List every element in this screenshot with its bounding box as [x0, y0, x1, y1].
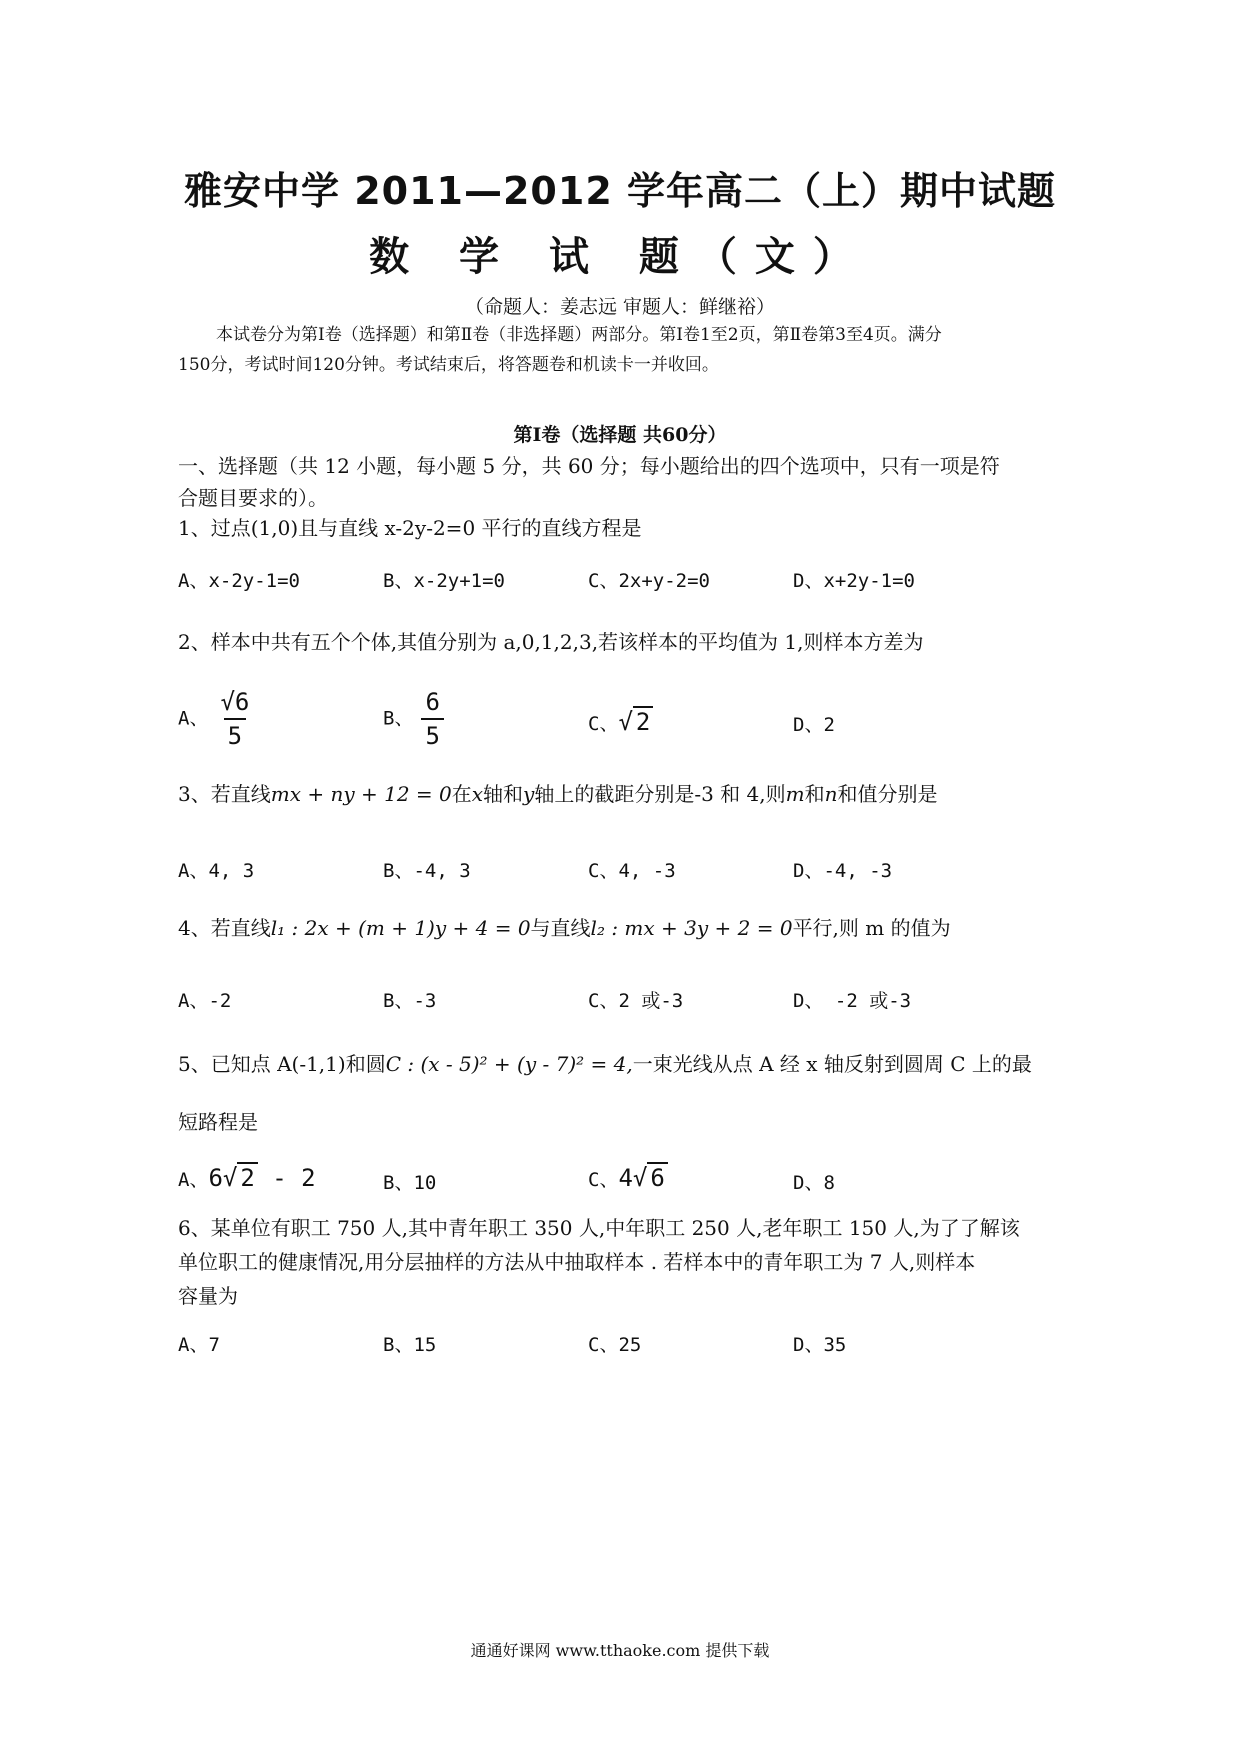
fraction [421, 690, 443, 748]
question-4-option-a: A、-2 [178, 990, 232, 1012]
variable: y [523, 782, 535, 806]
question-5-option-b: B、10 [383, 1172, 437, 1194]
expression-tail: - 2 [257, 1164, 316, 1192]
question-1-option-c: C、2x+y-2=0 [588, 570, 710, 592]
question-3-option-c: C、4, -3 [588, 860, 676, 882]
question-2-option-a-label: A、 [178, 707, 209, 730]
page-footer: 通通好课网 www.tthaoke.com 提供下载 [470, 1641, 770, 1660]
question-6-option-b: B、15 [383, 1334, 437, 1356]
square-root: √ 2 [618, 706, 653, 736]
question-6-stem-line-2: 单位职工的健康情况,用分层抽样的方法从中抽取样本 . 若样本中的青年职工为 7 人,则样本 [178, 1250, 976, 1274]
question-6-stem-line-3: 容量为 [178, 1284, 238, 1308]
question-1-option-b: B、x-2y+1=0 [383, 570, 505, 592]
question-1-option-a: A、x-2y-1=0 [178, 570, 300, 592]
question-2-option-b-label: B、 [383, 707, 414, 730]
question-5-option-d: D、8 [793, 1172, 835, 1194]
variable: n [824, 782, 838, 806]
question-6-option-d: D、35 [793, 1334, 847, 1356]
radicand: 2 [237, 1162, 257, 1192]
fraction [216, 690, 253, 748]
equation: l₂ : mx + 3y + 2 = 0 [590, 916, 793, 940]
stem-text: 和 [804, 782, 825, 806]
stem-text: 平行,则 m 的值为 [792, 916, 951, 940]
stem-text: 轴上的截距分别是-3 和 4,则 [534, 782, 786, 806]
option-label: A、 [178, 1169, 209, 1191]
instructions-line-1: 一、选择题（共 12 小题，每小题 5 分，共 60 分；每小题给出的四个选项中，只有一项是符 [178, 454, 1000, 478]
equation: l₁ : 2x + (m + 1)y + 4 = 0 [270, 916, 531, 940]
question-3-option-b: B、-4, 3 [383, 860, 471, 882]
question-2-option-d: D、2 [793, 714, 835, 736]
stem-text: 轴和 [483, 782, 524, 806]
question-5-stem [178, 1048, 1078, 1080]
exam-title: 雅安中学 2011—2012 学年高二（上）期中试题 [184, 169, 1056, 213]
intro-line-2: 150分，考试时间120分钟。考试结束后，将答题卷和机读卡一并收回。 [178, 355, 719, 375]
option-label: C、 [588, 1169, 619, 1191]
equation: C : (x - 5)² + (y - 7)² = 4, [385, 1052, 633, 1076]
stem-text: 一束光线从点 A 经 x 轴反射到圆周 C 上的最 [632, 1052, 1032, 1076]
denominator: 5 [224, 718, 246, 748]
coefficient: 6 [208, 1164, 223, 1192]
question-6-stem-line-1: 6、某单位有职工 750 人,其中青年职工 350 人,中年职工 250 人,老年职工 150 人,为了了解该 [178, 1216, 1020, 1240]
square-root: 4√ 6 [618, 1162, 667, 1192]
question-5-option-a [178, 1164, 316, 1192]
question-6-option-c: C、25 [588, 1334, 642, 1356]
radicand: 2 [633, 706, 653, 736]
question-5-stem-line-2: 短路程是 [178, 1110, 258, 1134]
question-2-option-b [383, 690, 444, 748]
question-3-stem [178, 778, 1078, 810]
square-root: 6√ 2 [208, 1162, 257, 1192]
question-6-option-a: A、7 [178, 1334, 220, 1356]
variable: x [471, 782, 484, 806]
radicand: 6 [647, 1162, 667, 1192]
coefficient: 4 [618, 1164, 633, 1192]
numerator: 6 [425, 688, 440, 716]
exam-subtitle: 数 学 试 题（文） [369, 234, 871, 280]
denominator: 5 [421, 718, 443, 748]
question-1-option-d: D、x+2y-1=0 [793, 570, 915, 592]
instructions-line-2: 合题目要求的）。 [178, 486, 328, 510]
question-4-option-d: D、 -2 或-3 [793, 990, 912, 1012]
section-title: 第Ⅰ卷（选择题 共60分） [513, 424, 727, 446]
question-2-option-a [178, 690, 253, 748]
question-4-option-c: C、2 或-3 [588, 990, 684, 1012]
stem-text: 与直线 [530, 916, 591, 940]
stem-text: 5、已知点 A(-1,1)和圆 [178, 1052, 386, 1076]
question-2-option-c-label: C、 [588, 713, 619, 735]
question-1-stem: 1、过点(1,0)且与直线 x-2y-2=0 平行的直线方程是 [178, 516, 642, 540]
question-2-stem: 2、样本中共有五个个体,其值分别为 a,0,1,2,3,若该样本的平均值为 1,则样本方差为 [178, 630, 924, 654]
stem-text: 在 [451, 782, 472, 806]
question-2-option-c [588, 708, 653, 736]
stem-text: 3、若直线 [178, 782, 271, 806]
equation: mx + ny + 12 = 0 [270, 782, 452, 806]
exam-authors: （命题人：姜志远 审题人：鲜继裕） [464, 296, 776, 318]
stem-text: 和值分别是 [837, 782, 938, 806]
stem-text: 4、若直线 [178, 916, 271, 940]
variable: m [785, 782, 805, 806]
numerator: √6 [220, 688, 250, 716]
question-4-option-b: B、-3 [383, 990, 437, 1012]
question-4-stem [178, 912, 1078, 944]
question-3-option-d: D、-4, -3 [793, 860, 893, 882]
question-3-option-a: A、4, 3 [178, 860, 255, 882]
question-5-option-c [588, 1164, 668, 1192]
intro-line-1: 本试卷分为第Ⅰ卷（选择题）和第Ⅱ卷（非选择题）两部分。第Ⅰ卷1至2页，第Ⅱ卷第3至4页。满分 [216, 325, 942, 345]
